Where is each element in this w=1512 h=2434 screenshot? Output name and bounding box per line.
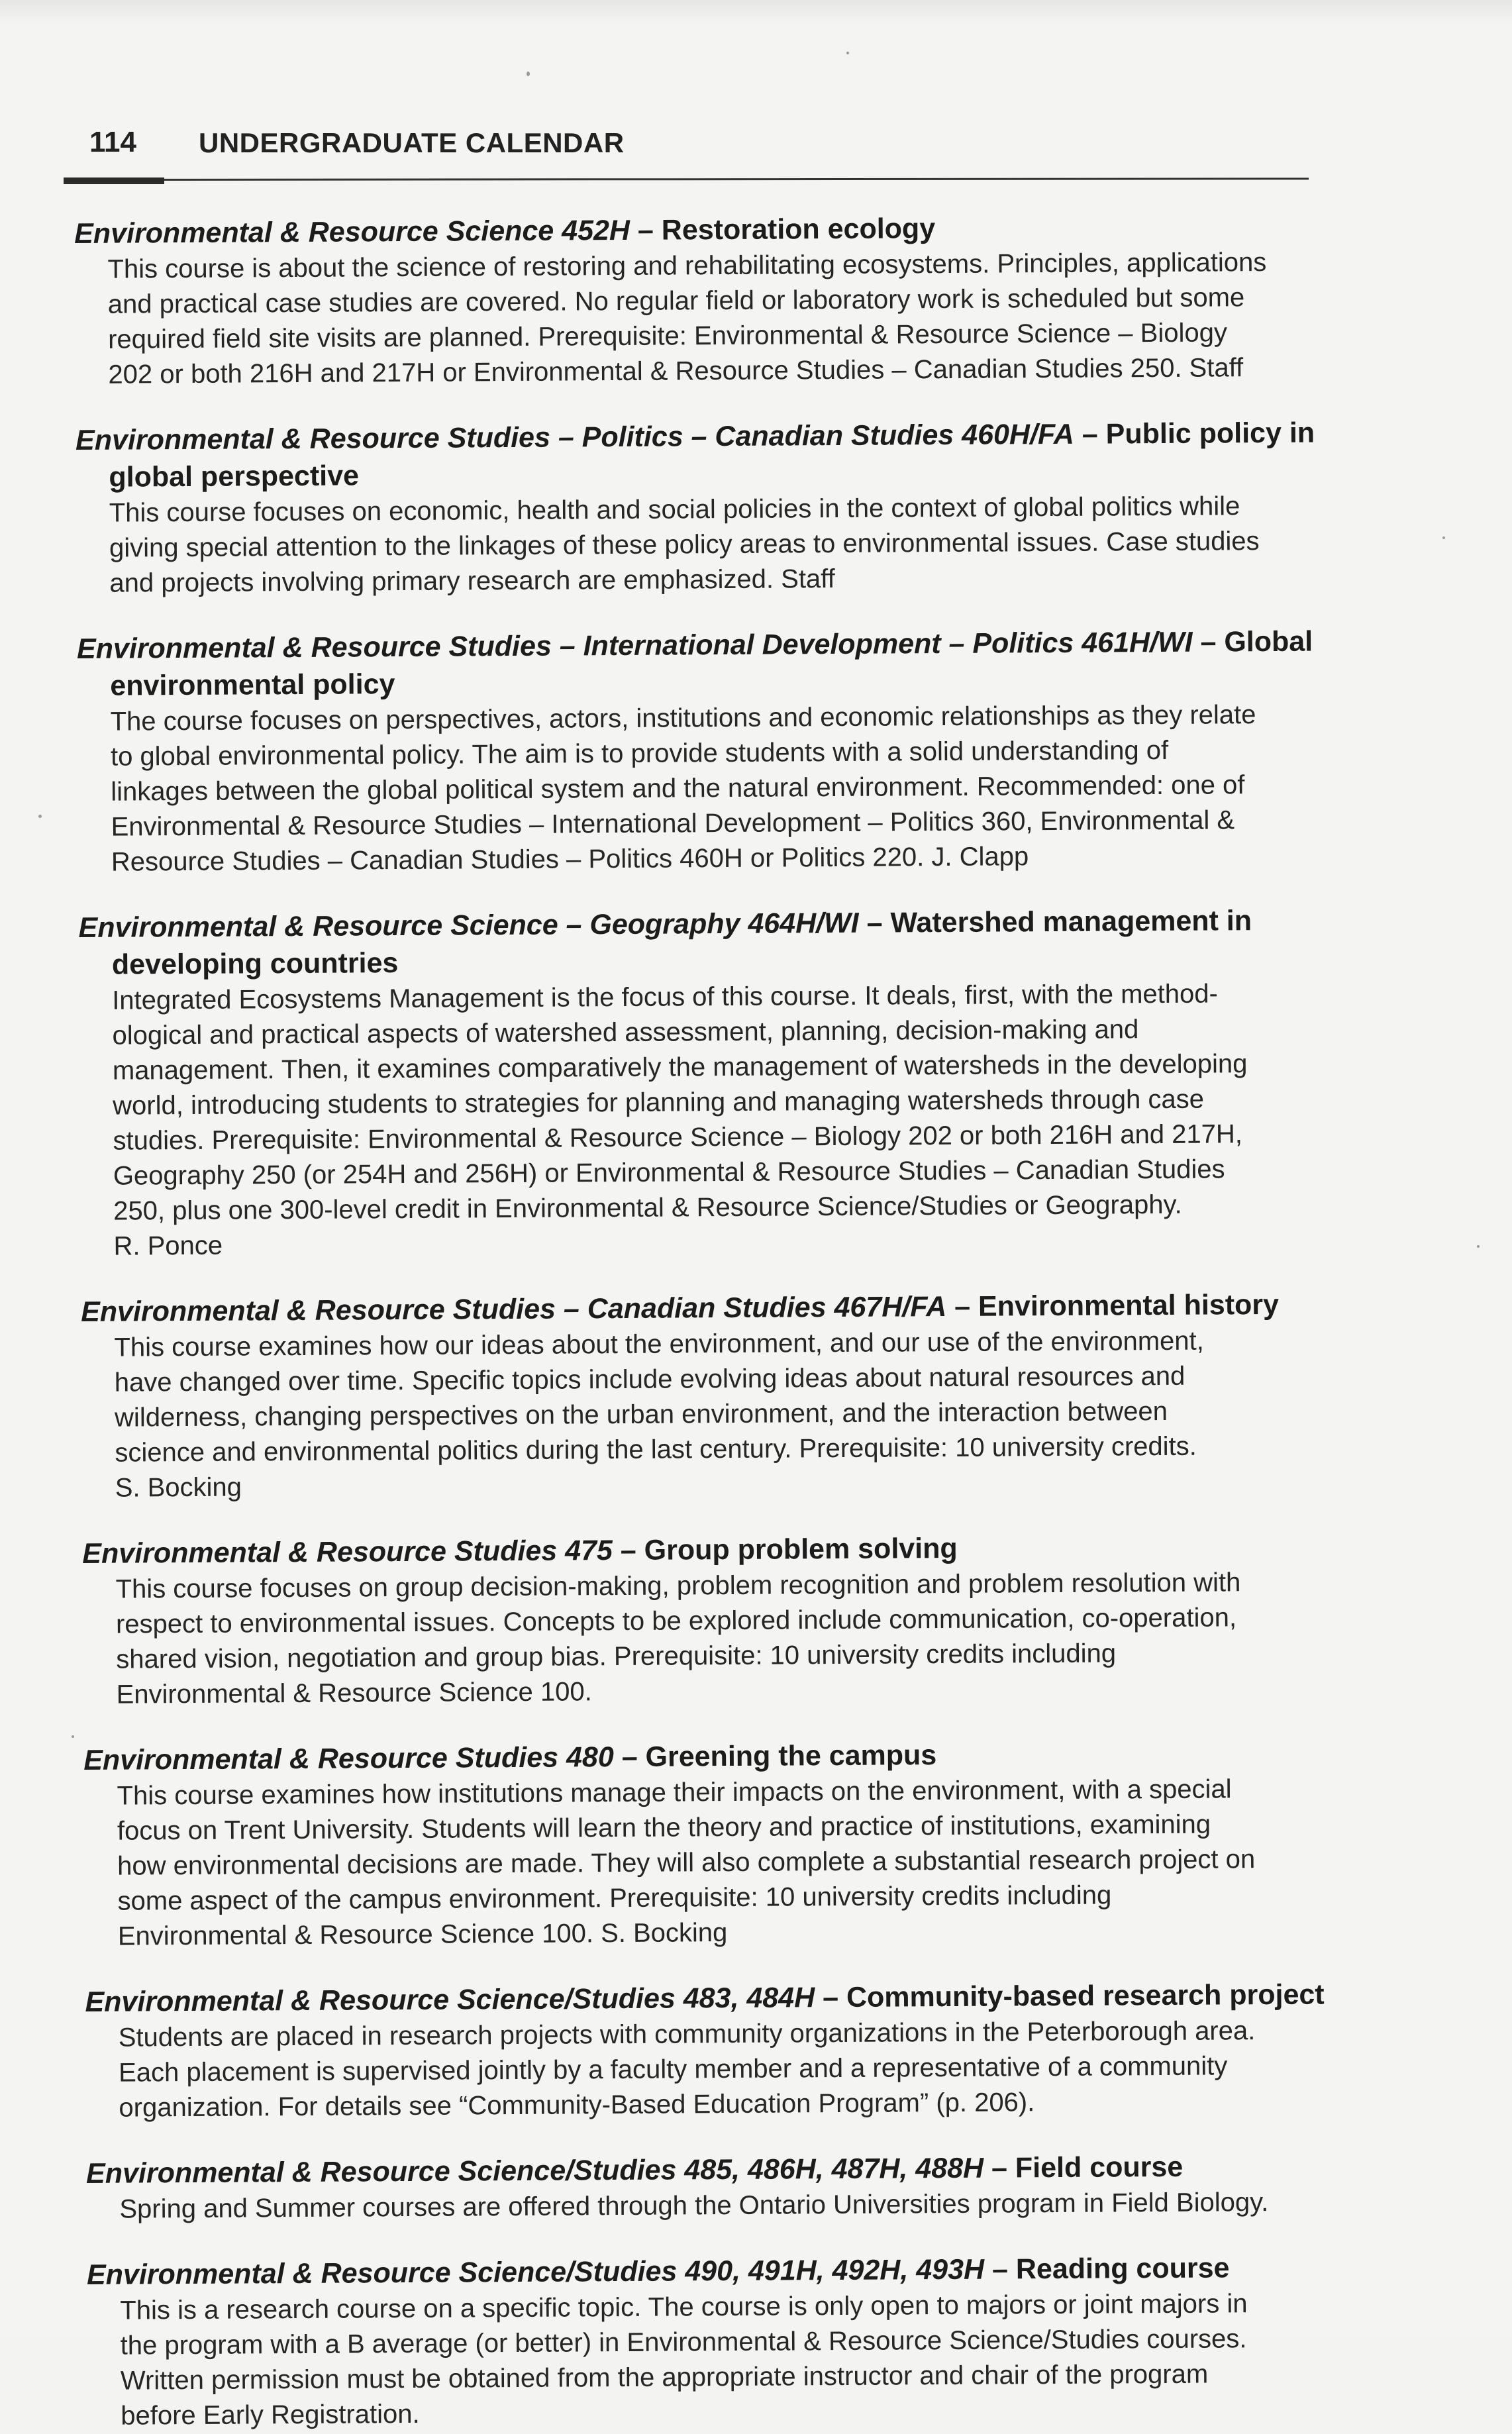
course-list	[74, 207, 1338, 2431]
course-entry	[85, 1976, 1337, 2126]
description-line: studies. Prerequisite: Environmental & Resource Science – Biology 202 or both 216H and 217H,	[113, 1119, 1243, 1156]
description-line: Environmental & Resource Science 100. S. Bocking	[117, 1918, 728, 1951]
page-number: 114	[89, 126, 136, 158]
course-code: Environmental & Resource Studies – Canadian Studies 467H/FA	[80, 1290, 947, 1328]
course-title: – Global environmental policy	[110, 625, 1313, 702]
description-line: giving special attention to the linkages of these policy areas to environmental issues. Case studies	[109, 527, 1260, 563]
course-entry	[74, 207, 1327, 393]
course-code: Environmental & Resource Studies – Politics – Canadian Studies 460H/FA	[75, 418, 1075, 456]
description-line: the program with a B average (or better) in Environmental & Resource Science/Studies courses.	[120, 2324, 1247, 2360]
course-entry	[77, 623, 1330, 880]
description-line: to global environmental policy. The aim is to provide students with a solid understanding of	[110, 735, 1169, 772]
course-description	[87, 2286, 1339, 2434]
description-line: some aspect of the campus environment. Prerequisite: 10 university credits including	[117, 1880, 1112, 1916]
description-line: science and environmental politics during the last century. Prerequisite: 10 university credits.	[115, 1431, 1197, 1468]
description-line: 202 or both 216H and 217H or Environmental & Resource Studies – Canadian Studies 250. Staff	[108, 353, 1244, 389]
course-code: Environmental & Resource Science – Geography 464H/WI	[78, 907, 859, 944]
description-line: Resource Studies – Canadian Studies – Politics 460H or Politics 220. J. Clapp	[111, 842, 1029, 877]
description-line: This is a research course on a specific topic. The course is only open to majors or joint majors in	[120, 2289, 1248, 2325]
description-line: how environmental decisions are made. They will also complete a substantial research project on	[117, 1845, 1256, 1881]
course-code: Environmental & Resource Science 452H	[74, 214, 630, 250]
description-line: management. Then, it examines comparatively the management of watersheds in the developing	[112, 1049, 1248, 1086]
course-title: – Reading course	[983, 2252, 1230, 2286]
scan-speck	[527, 72, 530, 76]
description-line: 250, plus one 300-level credit in Environmental & Resource Science/Studies or Geography.	[113, 1190, 1182, 1226]
course-code: Environmental & Resource Science/Studies 490, 491H, 492H, 493H	[86, 2253, 985, 2291]
description-line: Students are placed in research projects with community organizations in the Peterborough area.	[118, 2016, 1256, 2053]
course-entry	[86, 2147, 1338, 2227]
description-line: and projects involving primary research are emphasized. Staff	[109, 564, 835, 598]
description-line: focus on Trent University. Students will learn the theory and practice of institutions, examining	[117, 1809, 1211, 1846]
course-code: Environmental & Resource Studies 475	[82, 1535, 613, 1570]
course-title: – Environmental history	[946, 1288, 1280, 1323]
course-entry	[76, 414, 1329, 601]
course-heading	[78, 901, 1331, 984]
course-description	[81, 1323, 1334, 1506]
description-line: This course focuses on economic, health and social policies in the context of global politics while	[109, 491, 1240, 528]
course-code: Environmental & Resource Science/Studies 483, 484H	[85, 1982, 815, 2018]
description-line: Environmental & Resource Science 100.	[116, 1677, 592, 1709]
course-description	[76, 488, 1329, 601]
description-line: Each placement is supervised jointly by a faculty member and a representative of a community	[118, 2051, 1228, 2088]
description-line: R. Ponce	[113, 1231, 223, 1261]
scan-speck	[846, 52, 849, 54]
description-line: This course focuses on group decision-making, problem recognition and problem resolution with	[115, 1568, 1241, 1604]
course-description	[83, 1564, 1335, 1713]
description-line: This course examines how our ideas about the environment, and our use of the environment,	[114, 1326, 1204, 1362]
course-heading	[76, 414, 1328, 496]
description-line: world, introducing students to strategies for planning and managing watersheds through case	[113, 1084, 1205, 1121]
description-line: have changed over time. Specific topics include evolving ideas about natural resources and	[114, 1361, 1185, 1397]
course-entry	[83, 1734, 1336, 1954]
course-entry	[81, 1286, 1334, 1506]
course-title: – Public policy in global perspective	[109, 417, 1315, 493]
description-line: Geography 250 (or 254H and 256H) or Environmental & Resource Studies – Canadian Studies	[113, 1154, 1225, 1191]
description-line: organization. For details see “Community-Based Education Program” (p. 206).	[119, 2088, 1035, 2123]
description-line: wilderness, changing perspectives on the urban environment, and the interaction between	[114, 1396, 1168, 1433]
description-line: This course examines how institutions manage their impacts on the environment, with a special	[117, 1774, 1232, 1811]
course-heading	[77, 623, 1329, 705]
course-title: – Community-based research project	[815, 1978, 1325, 2014]
course-title: – Group problem solving	[612, 1532, 958, 1567]
course-title: – Watershed management in developing countries	[111, 905, 1252, 981]
course-description	[83, 1771, 1336, 1954]
description-line: shared vision, negotiation and group bias. Prerequisite: 10 university credits including	[116, 1639, 1117, 1674]
course-description	[74, 244, 1327, 393]
page-header	[89, 126, 1308, 166]
running-title: UNDERGRADUATE CALENDAR	[199, 127, 625, 158]
course-entry	[78, 901, 1332, 1264]
course-code: Environmental & Resource Studies 480	[83, 1741, 614, 1776]
description-line: required field site visits are planned. Prerequisite: Environmental & Resource Science – Biology	[108, 318, 1228, 354]
description-line: respect to environmental issues. Concepts to be explored include communication, co-operation,	[115, 1603, 1237, 1639]
description-line: Environmental & Resource Studies – International Development – Politics 360, Environmental &	[111, 805, 1235, 842]
description-line: Integrated Ecosystems Management is the focus of this course. It deals, first, with the method-	[112, 979, 1219, 1015]
header-rule	[64, 177, 1309, 181]
description-line: linkages between the global political system and the natural environment. Recommended: one of	[111, 770, 1245, 807]
scan-speck	[1442, 536, 1445, 539]
course-code: Environmental & Resource Science/Studies 485, 486H, 487H, 488H	[85, 2152, 984, 2190]
description-line: Spring and Summer courses are offered through the Ontario Universities program in Field Biology.	[119, 2188, 1269, 2224]
course-entry	[82, 1527, 1335, 1713]
header-rule-accent	[64, 177, 164, 184]
description-line: Written permission must be obtained from the appropriate instructor and chair of the program	[120, 2359, 1209, 2396]
course-title: – Greening the campus	[613, 1739, 937, 1774]
course-description	[79, 976, 1333, 1264]
description-line: ological and practical aspects of watershed assessment, planning, decision-making and	[112, 1015, 1139, 1050]
course-description	[85, 2013, 1338, 2126]
course-title: – Restoration ecology	[629, 213, 936, 246]
course-description	[86, 2184, 1338, 2227]
description-line: before Early Registration.	[121, 2399, 420, 2431]
course-entry	[87, 2249, 1340, 2434]
description-line: S. Bocking	[115, 1472, 242, 1503]
scan-speck	[38, 815, 42, 818]
description-line: This course is about the science of restoring and rehabilitating ecosystems. Principles, applications	[107, 248, 1267, 284]
course-code: Environmental & Resource Studies – International Development – Politics 461H/WI	[76, 626, 1193, 665]
description-line: The course focuses on perspectives, actors, institutions and economic relationships as they relate	[110, 700, 1256, 736]
scan-top-edge	[0, 0, 1512, 25]
scan-speck	[1477, 1245, 1480, 1248]
scan-speck	[72, 1735, 74, 1738]
course-description	[77, 697, 1331, 880]
course-title: – Field course	[983, 2151, 1184, 2184]
description-line: and practical case studies are covered. No regular field or laboratory work is scheduled but some	[107, 283, 1245, 319]
